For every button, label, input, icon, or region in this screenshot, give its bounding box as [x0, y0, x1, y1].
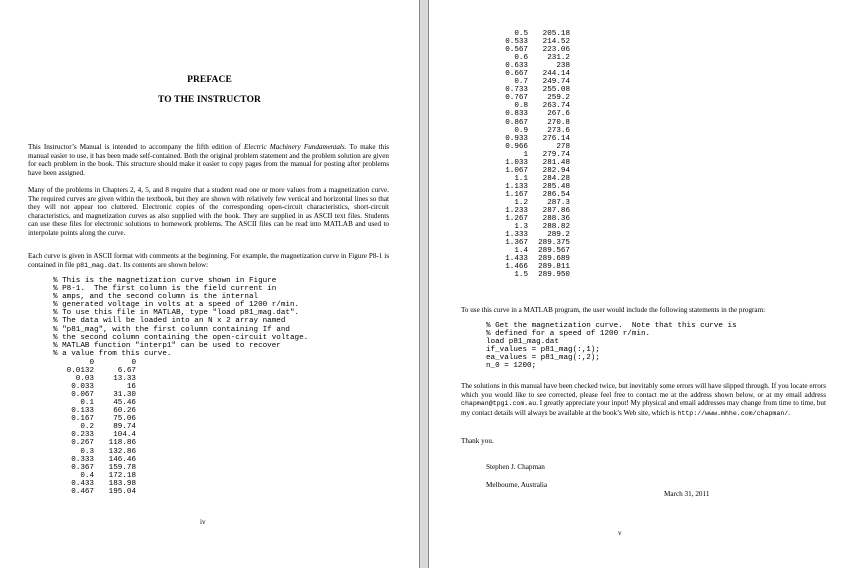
field-current-cell: 0.267	[71, 439, 94, 448]
voltage-cell: 104.4	[113, 431, 136, 440]
table-row	[55, 472, 136, 480]
table-row	[497, 78, 570, 86]
field-current-cell: 0.767	[505, 94, 528, 103]
voltage-cell: 273.6	[547, 126, 570, 135]
voltage-cell: 205.18	[542, 30, 570, 38]
voltage-cell: 286.54	[542, 190, 570, 199]
table-row	[55, 383, 136, 391]
voltage-cell: 285.48	[542, 182, 570, 191]
field-current-cell: 1.5	[514, 271, 528, 280]
page-number-left: iv	[200, 518, 206, 526]
table-row	[55, 375, 136, 383]
field-current-cell: 0.167	[71, 415, 94, 424]
right-page	[429, 0, 844, 568]
table-row	[55, 448, 136, 456]
table-row	[497, 159, 570, 167]
table-row	[497, 175, 570, 183]
field-current-cell: 1.1	[514, 174, 528, 183]
voltage-cell: 270.8	[547, 118, 570, 127]
table-row	[497, 223, 570, 231]
voltage-cell: 238	[556, 62, 570, 71]
file-name: p81_mag.dat	[76, 261, 120, 269]
field-current-cell: 0.2	[80, 423, 94, 432]
field-current-cell: 0.966	[505, 142, 528, 151]
field-current-cell: 0.6	[514, 54, 528, 63]
voltage-cell: 276.14	[542, 134, 570, 143]
field-current-cell: 0.233	[71, 431, 94, 440]
page-number-right: v	[618, 529, 622, 537]
magnetization-table-left	[55, 359, 136, 496]
field-current-cell: 1.466	[505, 263, 528, 272]
left-page	[0, 0, 419, 568]
voltage-cell: 31.30	[113, 391, 136, 400]
thanks-line: Thank you.	[461, 437, 494, 445]
voltage-cell: 278	[556, 142, 570, 151]
table-row	[55, 407, 136, 415]
field-current-cell: 1.033	[505, 158, 528, 167]
field-current-cell: 1.433	[505, 255, 528, 264]
voltage-cell: 289.2	[547, 231, 570, 240]
intro-paragraph	[28, 143, 389, 177]
table-row	[497, 86, 570, 94]
author-name: Stephen J. Chapman	[486, 463, 545, 471]
table-row	[497, 119, 570, 127]
magnetization-table-right	[497, 30, 570, 279]
table-row	[497, 167, 570, 175]
voltage-cell: 6.67	[117, 367, 136, 376]
voltage-cell: 118.86	[108, 439, 136, 448]
voltage-cell: 0	[131, 359, 136, 367]
field-current-cell: 0.3	[80, 447, 94, 456]
field-current-cell: 0.533	[505, 38, 528, 47]
voltage-cell: 289.811	[538, 263, 570, 272]
voltage-cell: 289.567	[538, 247, 570, 256]
field-current-cell: 1.367	[505, 239, 528, 248]
table-row	[55, 415, 136, 423]
table-row	[497, 30, 570, 38]
preface-date: March 31, 2011	[664, 490, 710, 498]
intro-text-end: . To make this manual easier to use, it has been made self-contained. Both the original problem statement and the problem solution are given for each problem in the book. This structure should make it easier to copy pages from the manual for posting after problems have been assigned.	[28, 143, 389, 177]
ascii-format-paragraph	[28, 252, 389, 270]
book-title: Electric Machinery Fundamentals	[244, 143, 345, 151]
field-current-cell: 0.033	[71, 383, 94, 392]
table-row	[55, 480, 136, 488]
field-current-cell: 0.0132	[66, 367, 94, 376]
table-row	[55, 456, 136, 464]
voltage-cell: 214.52	[542, 38, 570, 47]
table-row	[497, 54, 570, 62]
magnetization-paragraph: Many of the problems in Chapters 2, 4, 5, and 8 require that a student read one or more values from a magnetization curve. The required curves are given within the textbook, but they are shown with relatively few vertical and horizontal lines so that they will not appear too cluttered. Electronic copies of the corresponding open-circuit characteristics, short-circuit characteristics, and magnetization curves as also supplied with the book. They are supplied in as ASCII text files. Students can use these files for electronic solutions to homework problems. The ASCII files can be read into MATLAB and used to interpolate points along the curve.	[28, 186, 389, 237]
table-row	[55, 399, 136, 407]
field-current-cell: 0	[89, 359, 94, 367]
voltage-cell: 16	[126, 383, 136, 392]
table-row	[497, 263, 570, 271]
table-row	[497, 94, 570, 102]
voltage-cell: 146.46	[108, 455, 136, 464]
table-row	[55, 367, 136, 375]
field-current-cell: 0.933	[505, 134, 528, 143]
field-current-cell: 1.067	[505, 166, 528, 175]
voltage-cell: 284.28	[542, 174, 570, 183]
table-row	[497, 183, 570, 191]
field-current-cell: 0.1	[80, 399, 94, 408]
table-row	[497, 46, 570, 54]
table-row	[497, 247, 570, 255]
table-row	[497, 135, 570, 143]
voltage-cell: 89.74	[113, 423, 136, 432]
intro-text-start: This Instructor’s Manual is intended to accompany the fifth edition of	[28, 143, 245, 151]
table-row	[55, 431, 136, 439]
table-row	[497, 127, 570, 135]
field-current-cell: 0.367	[71, 463, 94, 472]
voltage-cell: 289.375	[538, 239, 570, 248]
table-row	[497, 110, 570, 118]
voltage-cell: 288.36	[542, 215, 570, 224]
voltage-cell: 183.98	[108, 479, 136, 488]
author-location: Melbourne, Australia	[486, 481, 548, 489]
voltage-cell: 75.06	[113, 415, 136, 424]
voltage-cell: 172.18	[108, 471, 136, 480]
voltage-cell: 287.86	[542, 207, 570, 216]
field-current-cell: 0.467	[71, 487, 94, 496]
table-row	[55, 359, 136, 367]
table-row	[497, 231, 570, 239]
voltage-cell: 244.14	[542, 70, 570, 79]
errata-text-end: .	[788, 408, 791, 417]
field-current-cell: 0.867	[505, 118, 528, 127]
errata-text-start: The solutions in this manual have been checked twice, but inevitably some errors will have slipped through. If you locate errors which you would like to see corrected, please feel free to contact me at the address shown below, or at my email address	[461, 382, 826, 399]
voltage-cell: 45.46	[113, 399, 136, 408]
field-current-cell: 0.03	[75, 375, 94, 384]
field-current-cell: 0.433	[71, 479, 94, 488]
voltage-cell: 281.48	[542, 158, 570, 167]
voltage-cell: 289.950	[538, 271, 570, 280]
field-current-cell: 1.267	[505, 215, 528, 224]
table-row	[497, 255, 570, 263]
table-row	[497, 151, 570, 159]
field-current-cell: 1.333	[505, 231, 528, 240]
errata-paragraph	[461, 382, 826, 418]
table-row	[497, 207, 570, 215]
field-current-cell: 0.8	[514, 102, 528, 111]
voltage-cell: 159.78	[108, 463, 136, 472]
voltage-cell: 289.689	[538, 255, 570, 264]
table-row	[497, 271, 570, 279]
voltage-cell: 223.06	[542, 46, 570, 55]
field-current-cell: 1.233	[505, 207, 528, 216]
preface-title: PREFACE	[187, 75, 232, 85]
table-row	[55, 439, 136, 447]
table-row	[497, 38, 570, 46]
field-current-cell: 0.733	[505, 86, 528, 95]
voltage-cell: 60.26	[113, 407, 136, 416]
voltage-cell: 267.6	[547, 110, 570, 119]
voltage-cell: 231.2	[547, 54, 570, 63]
table-row	[55, 391, 136, 399]
voltage-cell: 282.94	[542, 166, 570, 175]
field-current-cell: 0.9	[514, 126, 528, 135]
field-current-cell: 1.133	[505, 182, 528, 191]
matlab-usage-paragraph: To use this curve in a MATLAB program, the user would include the following statements in the program:	[461, 306, 766, 314]
table-row	[55, 423, 136, 431]
voltage-cell: 132.86	[108, 447, 136, 456]
book-website-link[interactable]: http://www.mhhe.com/chapman/	[677, 409, 789, 417]
data-file-comments: % This is the magnetization curve shown in Figure % P8-1. The first column is the field current in % amps, and the second column is the internal % generated voltage in volts at a speed of 1200 r/min. % To use this file in MATLAB, type "load p81_mag.dat". % The data will be loaded into an N x 2 array named % "p81_mag", with the first column containing If and % the second column containing the open-circuit voltage. % MATLAB function "interp1" can be used to recover % a value from this curve.	[53, 277, 309, 358]
field-current-cell: 0.567	[505, 46, 528, 55]
field-current-cell: 1.3	[514, 223, 528, 232]
voltage-cell: 287.3	[547, 198, 570, 207]
table-row	[55, 464, 136, 472]
field-current-cell: 1.167	[505, 190, 528, 199]
field-current-cell: 0.133	[71, 407, 94, 416]
voltage-cell: 263.74	[542, 102, 570, 111]
field-current-cell: 0.667	[505, 70, 528, 79]
table-row	[497, 70, 570, 78]
voltage-cell: 13.33	[113, 375, 136, 384]
ascii-text-start: Each curve is given in ASCII format with comments at the beginning. For example, the magnetization curve in Figure P8-1 is contained in file	[28, 252, 389, 269]
field-current-cell: 1.4	[514, 247, 528, 256]
field-current-cell: 1	[523, 150, 528, 159]
field-current-cell: 1.2	[514, 198, 528, 207]
table-row	[497, 191, 570, 199]
voltage-cell: 255.08	[542, 86, 570, 95]
table-row	[55, 488, 136, 496]
voltage-cell: 259.2	[547, 94, 570, 103]
table-row	[497, 102, 570, 110]
voltage-cell: 195.04	[108, 487, 136, 496]
voltage-cell: 288.82	[542, 223, 570, 232]
field-current-cell: 0.4	[80, 471, 94, 480]
voltage-cell: 249.74	[542, 78, 570, 87]
table-row	[497, 199, 570, 207]
ascii-text-end: . Its contents are shown below:	[119, 260, 209, 269]
table-row	[497, 143, 570, 151]
table-row	[497, 239, 570, 247]
author-email-link[interactable]: chapman@tpgi.com.au	[461, 400, 537, 407]
field-current-cell: 0.633	[505, 62, 528, 71]
page-divider	[419, 0, 429, 568]
matlab-code: % Get the magnetization curve. Note that this curve is % defined for a speed of 1200 r/min. load p81_mag.dat if_values = p81_mag(:,1); ea_values = p81_mag(:,2); n_0 = 1200;	[486, 322, 737, 371]
field-current-cell: 0.833	[505, 110, 528, 119]
errata-text-middle: . I greatly appreciate your input! My physical and email addresses may change from time to time, but my contact details will always be available at the book’s Web site, which is	[461, 399, 826, 417]
table-row	[497, 62, 570, 70]
preface-subtitle: TO THE INSTRUCTOR	[157, 95, 262, 105]
field-current-cell: 0.7	[514, 78, 528, 87]
table-row	[497, 215, 570, 223]
field-current-cell: 0.067	[71, 391, 94, 400]
field-current-cell: 0.5	[514, 30, 528, 38]
field-current-cell: 0.333	[71, 455, 94, 464]
voltage-cell: 279.74	[542, 150, 570, 159]
